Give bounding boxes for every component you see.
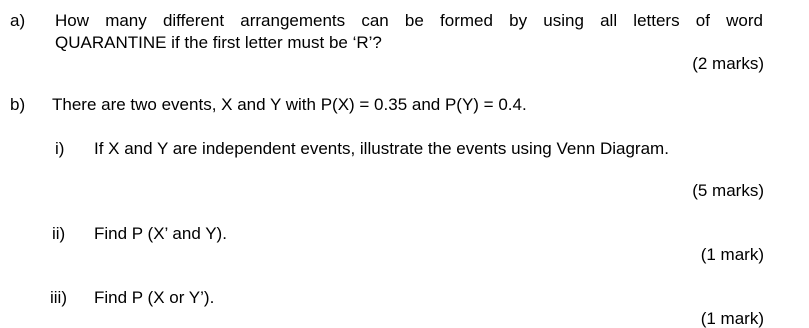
question-a-marks: (2 marks) bbox=[692, 54, 764, 73]
part-ii-text: Find P (X’ and Y). bbox=[94, 224, 227, 243]
part-i-marks: (5 marks) bbox=[692, 181, 764, 200]
part-i-text: If X and Y are independent events, illustrate the events using Venn Diagram. bbox=[94, 139, 669, 158]
question-b-label: b) bbox=[10, 95, 26, 114]
question-b-stem: There are two events, X and Y with P(X) = 0.35 and P(Y) = 0.4. bbox=[52, 95, 527, 114]
part-ii-marks: (1 mark) bbox=[700, 245, 764, 264]
part-iii-marks: (1 mark) bbox=[700, 309, 764, 328]
part-iii-text: Find P (X or Y’). bbox=[94, 288, 215, 307]
question-a-label: a) bbox=[10, 11, 26, 30]
part-ii-label: ii) bbox=[52, 224, 66, 243]
question-a-text-line1: How many different arrangements can be formed by using all letters of word bbox=[55, 11, 763, 30]
question-a-text-line2: QUARANTINE if the first letter must be ‘R’? bbox=[55, 33, 382, 52]
part-i-label: i) bbox=[55, 139, 65, 158]
part-iii-label: iii) bbox=[50, 288, 67, 307]
